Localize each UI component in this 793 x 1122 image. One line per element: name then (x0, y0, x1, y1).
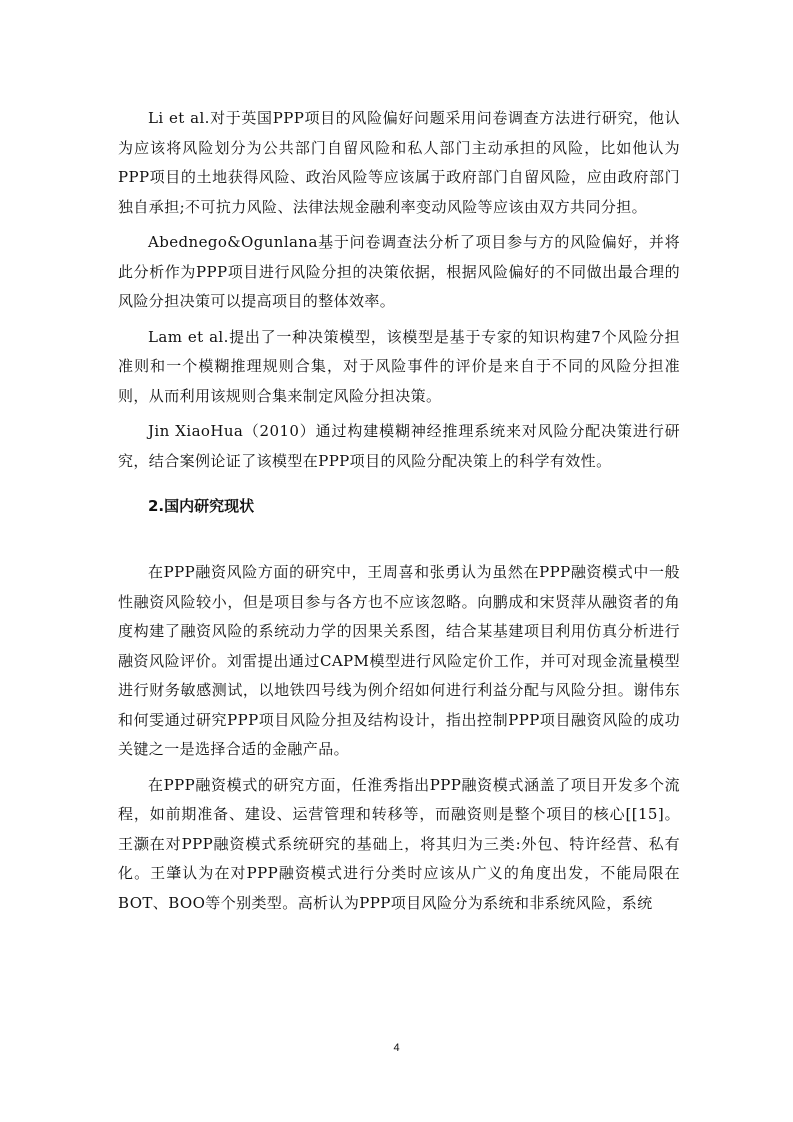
paragraph-jin-xiaohua: Jin XiaoHua（2010）通过构建模糊神经推理系统来对风险分配决策进行研究，结合案例论证了该模型在PPP项目的风险分配决策上的科学有效性。 (118, 422, 680, 470)
paragraph-lam-et-al: Lam et al.提出了一种决策模型，该模型是基于专家的知识构建7个风险分担准则和一个模糊推理规则合集，对于风险事件的评价是来自于不同的风险分担准则，从而利用该规则合集来制定风险分担决策。 (118, 327, 680, 405)
paragraph-li-et-al: Li et al.对于英国PPP项目的风险偏好问题采用问卷调查方法进行研究，他认为应该将风险划分为公共部门自留风险和私人部门主动承担的风险，比如他认为PPP项目的土地获得风险、政治风险等应该属于政府部门自留风险，应由政府部门独自承担;不可抗力风险、法律法规金融利率变动风险等应该由双方共同分担。 (118, 109, 680, 216)
paragraph-abednego: Abednego&Ogunlana基于问卷调查法分析了项目参与方的风险偏好，并将此分析作为PPP项目进行风险分担的决策依据，根据风险偏好的不同做出最合理的风险分担决策可以提高项目的整体效率。 (118, 233, 680, 310)
paragraph-financing-risk: 在PPP融资风险方面的研究中，王周喜和张勇认为虽然在PPP融资模式中一般性融资风险较小，但是项目参与各方也不应该忽略。向鹏成和宋贤萍从融资者的角度构建了融资风险的系统动力学的因果关系图，结合某基建项目利用仿真分析进行融资风险评价。刘雷提出通过CAPM模型进行风险定价工作，并可对现金流量模型进行财务敏感测试，以地铁四号线为例介绍如何进行利益分配与风险分担。谢伟东和何雯通过研究PPP项目风险分担及结构设计，指出控制PPP项目融资风险的成功关键之一是选择合适的金融产品。 (118, 563, 680, 758)
paragraph-financing-mode: 在PPP融资模式的研究方面，任淮秀指出PPP融资模式涵盖了项目开发多个流程，如前期准备、建设、运营管理和转移等，而融资则是整个项目的核心[[15]。王灏在对PPP融资模式系统研究的基础上，将其归为三类:外包、特许经营、私有化。王肇认为在对PPP融资模式进行分类时应该从广义的角度出发，不能局限在BOT、BOO等个别类型。高析认为PPP项目风险分为系统和非系统风险，系统 (118, 775, 680, 912)
section-heading: 2.国内研究现状 (148, 497, 255, 515)
page-number: 4 (393, 1042, 400, 1054)
document-body (118, 104, 680, 924)
